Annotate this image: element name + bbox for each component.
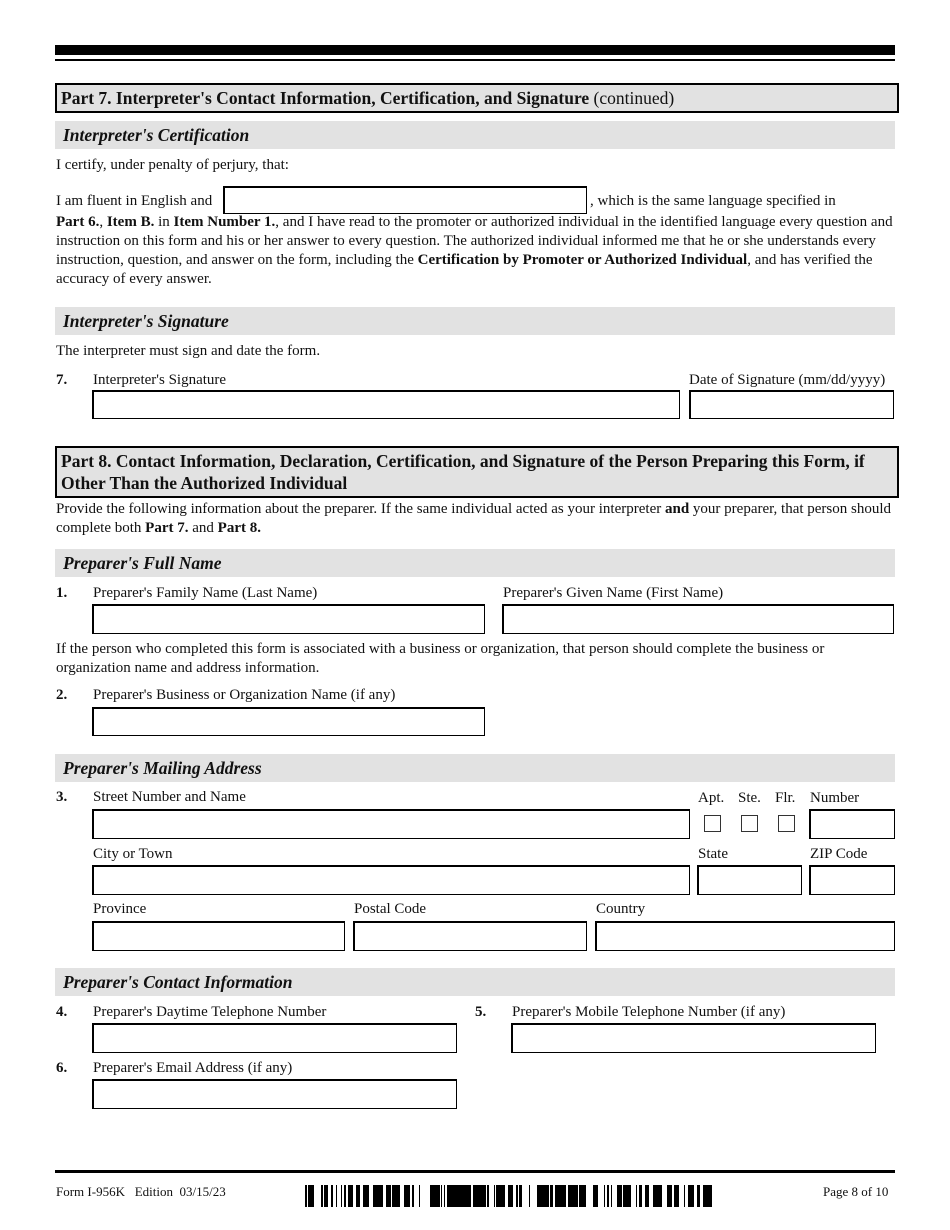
text-run-bold: and (664, 501, 690, 517)
top-rule-thin (55, 59, 895, 61)
section-heading: Interpreter's Certification (63, 125, 250, 145)
section-heading: Interpreter's Signature (63, 311, 229, 331)
ref-part6: Part 6. (56, 214, 100, 230)
ste-checkbox[interactable] (741, 815, 758, 832)
daytime-phone-input[interactable] (92, 1023, 457, 1053)
top-rule-thick (55, 45, 895, 55)
mobile-phone-input[interactable] (511, 1023, 876, 1053)
ref-part8: Part 8. (217, 520, 261, 536)
certification-paragraph (56, 213, 896, 289)
text-run: , and has verified the accuracy of every answer. (56, 252, 873, 287)
zip-label: ZIP Code (810, 846, 868, 862)
part8-header (55, 446, 899, 498)
part8-intro (56, 500, 896, 538)
item-number-6: 6. (56, 1060, 68, 1076)
street-label: Street Number and Name (93, 789, 246, 805)
number-label: Number (810, 790, 860, 806)
daytime-phone-label: Preparer's Daytime Telephone Number (93, 1004, 327, 1020)
section-preparer-full-name (55, 549, 895, 577)
signature-label: Interpreter's Signature (93, 372, 227, 388)
part7-title: Part 7. Interpreter's Contact Information, Certification, and Signature (61, 88, 590, 108)
city-label: City or Town (93, 846, 173, 862)
part7-header (55, 83, 899, 113)
item-number-3: 3. (56, 789, 68, 805)
given-name-label: Preparer's Given Name (First Name) (503, 585, 724, 601)
province-label: Province (93, 901, 147, 917)
ref-part7: Part 7. (145, 520, 189, 536)
street-input[interactable] (92, 809, 690, 839)
ref-item-number-1: Item Number 1. (173, 214, 276, 230)
ste-label: Ste. (738, 790, 761, 806)
item-number-5: 5. (475, 1004, 487, 1020)
text-run: , (99, 214, 107, 230)
apt-label: Apt. (698, 790, 725, 806)
text-run: Provide the following information about the preparer. If the same individual acted as your interpreter (56, 501, 665, 517)
page-number: Page 8 of 10 (823, 1184, 889, 1199)
signature-intro: The interpreter must sign and date the form. (56, 343, 321, 359)
part8-title: Part 8. Contact Information, Declaration, Certification, and Signature of the Person Preparing this Form, if Other Than the Authorized Individual (61, 451, 865, 493)
family-name-input[interactable] (92, 604, 485, 634)
family-name-label: Preparer's Family Name (Last Name) (93, 585, 318, 601)
section-heading: Preparer's Mailing Address (63, 758, 262, 778)
section-interpreter-certification (55, 121, 895, 149)
certification-intro: I certify, under penalty of perjury, that: (56, 157, 289, 173)
business-note: If the person who completed this form is associated with a business or organization, that person should complete the business or organization name and address information. (56, 641, 825, 676)
item-number-7: 7. (56, 372, 68, 388)
interpreter-signature-field[interactable] (92, 390, 680, 419)
fluent-prefix: I am fluent in English and (56, 193, 213, 209)
country-input[interactable] (595, 921, 895, 951)
business-name-label: Preparer's Business or Organization Name (if any) (93, 687, 396, 703)
section-contact-information (55, 968, 895, 996)
section-interpreter-signature (55, 307, 895, 335)
text-run: and (188, 520, 218, 536)
date-of-signature-field[interactable] (689, 390, 894, 419)
text-run: your preparer, that person should complete both (56, 501, 892, 536)
item-number-2: 2. (56, 687, 68, 703)
city-input[interactable] (92, 865, 690, 895)
footer-rule (55, 1170, 895, 1173)
business-name-input[interactable] (92, 707, 485, 736)
date-of-signature-label: Date of Signature (mm/dd/yyyy) (689, 372, 886, 388)
form-edition-label: Form I-956K Edition 03/15/23 (56, 1184, 226, 1199)
item-number-4: 4. (56, 1004, 68, 1020)
given-name-input[interactable] (502, 604, 894, 634)
email-input[interactable] (92, 1079, 457, 1109)
apt-number-input[interactable] (809, 809, 895, 839)
country-label: Country (596, 901, 646, 917)
item-number-1: 1. (56, 585, 68, 601)
email-label: Preparer's Email Address (if any) (93, 1060, 293, 1076)
flr-label: Flr. (775, 790, 796, 806)
text-run: in (154, 214, 174, 230)
part7-title-continued: (continued) (589, 88, 675, 108)
flr-checkbox[interactable] (778, 815, 795, 832)
mobile-phone-label: Preparer's Mobile Telephone Number (if any) (512, 1004, 786, 1020)
text-run: , and I have read to the promoter or authorized individual in the identified language every question and instruction on this form and his or her answer to every question. The authorized individual informed me that he or she understands every instruction, question, and answer on the form, including the (56, 214, 893, 268)
state-label: State (698, 846, 728, 862)
section-heading: Preparer's Contact Information (63, 972, 293, 992)
fluent-suffix: , which is the same language specified in (590, 193, 836, 209)
barcode-icon (305, 1185, 713, 1207)
postal-code-label: Postal Code (354, 901, 427, 917)
zip-input[interactable] (809, 865, 895, 895)
interpreter-language-input[interactable] (223, 186, 587, 214)
ref-item-b: Item B. (106, 214, 155, 230)
ref-certification-by-promoter: Certification by Promoter or Authorized Individual (417, 252, 748, 268)
state-select[interactable] (697, 865, 802, 895)
province-input[interactable] (92, 921, 345, 951)
apt-checkbox[interactable] (704, 815, 721, 832)
section-mailing-address (55, 754, 895, 782)
postal-code-input[interactable] (353, 921, 587, 951)
section-heading: Preparer's Full Name (63, 553, 222, 573)
